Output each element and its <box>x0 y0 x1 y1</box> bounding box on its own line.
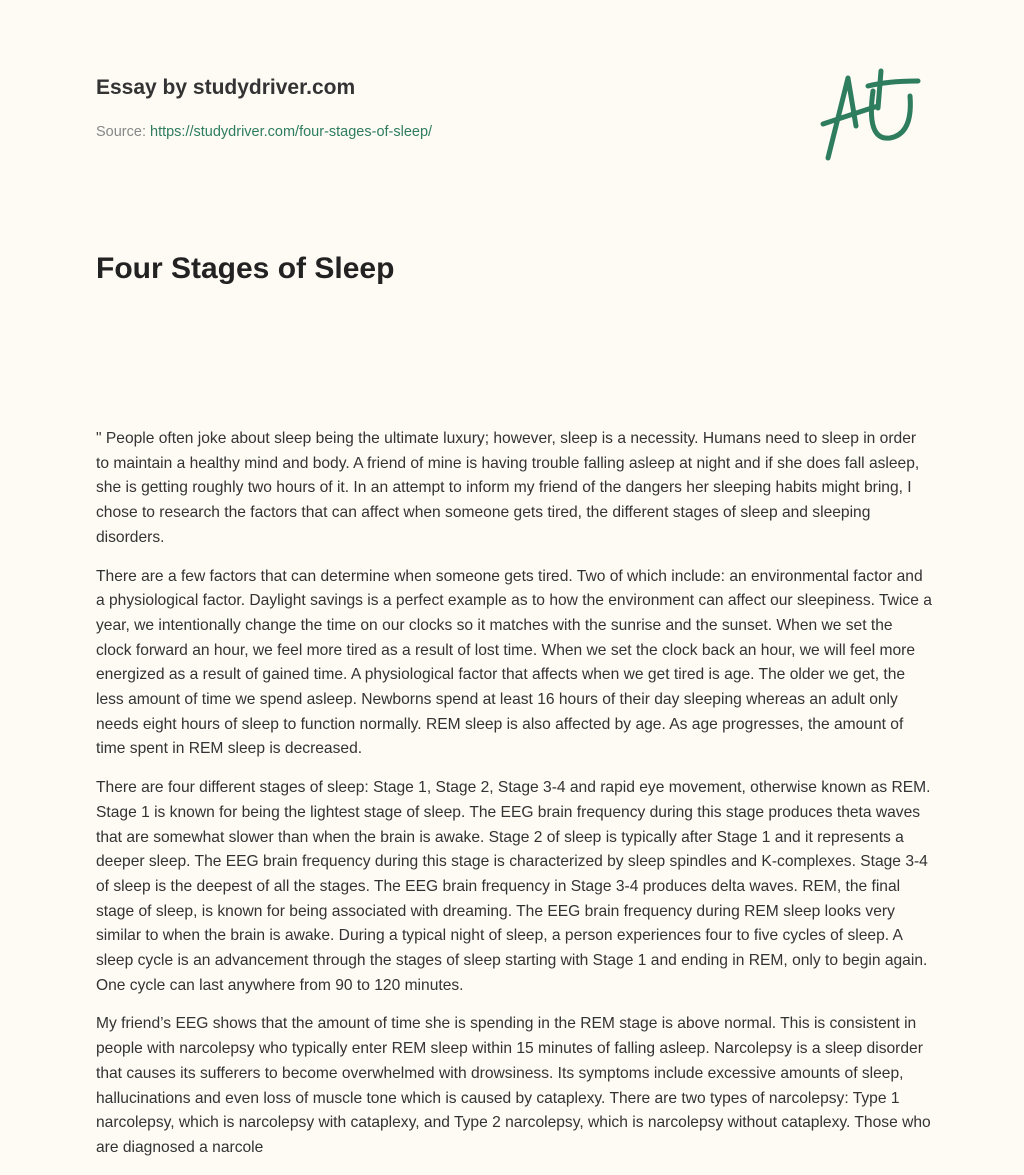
a-plus-logo-icon <box>818 66 928 166</box>
page-title: Four Stages of Sleep <box>96 252 395 285</box>
source-link[interactable]: https://studydriver.com/four-stages-of-sleep/ <box>150 124 433 140</box>
site-brand: Essay by studydriver.com <box>96 76 356 99</box>
paragraph: My friend’s EEG shows that the amount of time she is spending in the REM stage is above normal. This is consistent in people with narcolepsy who typically enter REM sleep within 15 minutes of falling asleep. Narcolepsy is a sleep disorder that causes its sufferers to become overwhelmed with drowsiness. Its symptoms include excessive amounts of sleep, hallucinations and even loss of muscle tone which is caused by cataplexy. There are two types of narcolepsy: Type 1 narcolepsy, which is narcolepsy with cataplexy, and Type 2 narcolepsy, which is narcolepsy without cataplexy. Those who are diagnosed a narcole <box>96 1015 931 1156</box>
paragraph: There are a few factors that can determine when someone gets tired. Two of which include: an environmental factor and a physiological factor. Daylight savings is a perfect example as to how the environment can affect our sleepiness. Twice a year, we intentionally change the time on our clocks so it matches with the sunrise and the sunset. When we set the clock forward an hour, we feel more tired as a result of lost time. When we set the clock back an hour, we will feel more energized as a result of gained time. A physiological factor that affects when we get tired is age. The older we get, the less amount of time we spend asleep. Newborns spend at least 16 hours of their day sleeping whereas an adult only needs eight hours of sleep to function normally. REM sleep is also affected by age. As age progresses, the amount of time spent in REM sleep is decreased. <box>96 567 932 758</box>
paragraph: There are four different stages of sleep: Stage 1, Stage 2, Stage 3-4 and rapid eye movement, otherwise known as REM. Stage 1 is known for being the lightest stage of sleep. The EEG brain frequency during this stage produces theta waves that are somewhat slower than when the brain is awake. Stage 2 of sleep is typically after Stage 1 and it represents a deeper sleep. The EEG brain frequency during this stage is characterized by sleep spindles and K-complexes. Stage 3-4 of sleep is the deepest of all the stages. The EEG brain frequency in Stage 3-4 produces delta waves. REM, the final stage of sleep, is known for being associated with dreaming. The EEG brain frequency during REM sleep looks very similar to when the brain is awake. During a typical night of sleep, a person experiences four to five cycles of sleep. A sleep cycle is an advancement through the stages of sleep starting with Stage 1 and ending in REM, only to begin again. One cycle can last anywhere from 90 to 120 minutes. <box>96 779 931 994</box>
essay-body <box>96 427 932 1175</box>
paragraph: " People often joke about sleep being the ultimate luxury; however, sleep is a necessity. Humans need to sleep in order to maintain a healthy mind and body. A friend of mine is having trouble falling asleep at night and if she does fall asleep, she is getting roughly two hours of it. In an attempt to inform my friend of the dangers her sleeping habits might bring, I chose to research the factors that can affect when someone gets tired, the different stages of sleep and sleeping disorders. <box>96 430 920 546</box>
source-label: Source: <box>96 124 150 140</box>
source-line <box>96 124 432 140</box>
